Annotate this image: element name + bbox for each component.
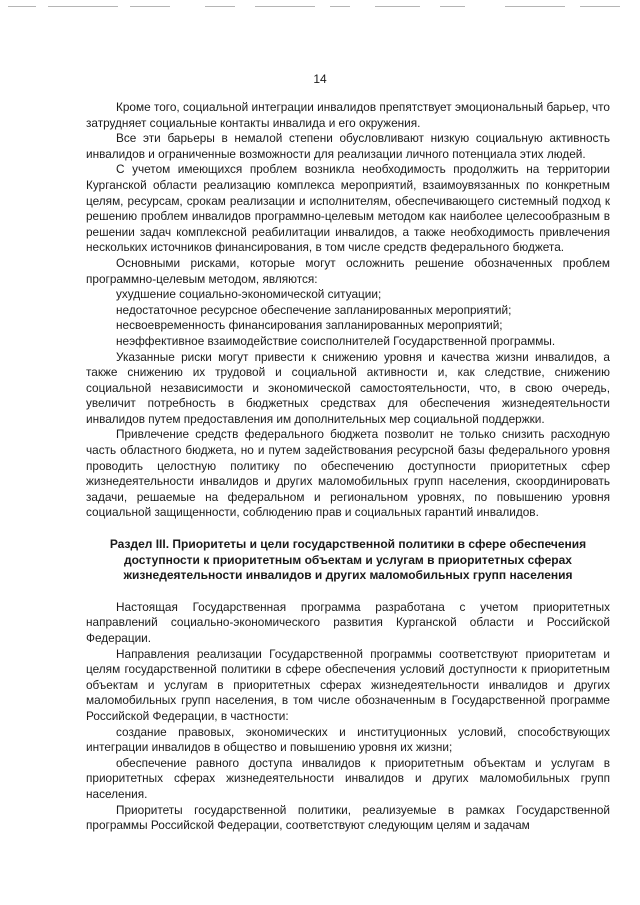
risk-item: несвоевременность финансирования запланированных мероприятий; (116, 318, 503, 333)
paragraph: Привлечение средств федерального бюджета позволит не только снизить расходную часть областного бюджета, но и путем задействования ресурсной базы федерального уровня проводить целостную политику по обеспечению доступности приоритетных сфер жизнедеятельности инвалидов и других маломобильных групп населения, скоординировать задачи, решаемые на федеральном и региональном уровнях, по повышению уровня социальной защищенности, соблюдению прав и социальных гарантий инвалидов. (86, 427, 610, 520)
paragraph: Кроме того, социальной интеграции инвалидов препятствует эмоциональный барьер, что затрудняет социальные контакты инвалида и его окружения. (86, 100, 610, 130)
paragraph: Все эти барьеры в немалой степени обусловливают низкую социальную активность инвалидов и ограниченные возможности для реализации личного потенциала этих людей. (86, 131, 610, 161)
paragraph: Настоящая Государственная программа разработана с учетом приоритетных направлений социально-экономического развития Курганской области и Российской Федерации. (86, 599, 610, 645)
risk-item: ухудшение социально-экономической ситуации; (116, 287, 382, 302)
scan-edge-artifact (0, 6, 640, 10)
paragraph: создание правовых, экономических и институционных условий, способствующих интеграции инвалидов в общество и повышению уровня их жизни; (86, 724, 610, 755)
paragraph: обеспечение равного доступа инвалидов к приоритетным объектам и услугам в приоритетных сферах жизнедеятельности инвалидов и других маломобильных групп населения. (86, 755, 610, 801)
paragraph: Основными рисками, которые могут осложнить решение обозначенных проблем программно-целевым методом, являются: (86, 255, 610, 286)
document-body (86, 100, 610, 834)
risk-item: неэффективное взаимодействие соисполнителей Государственной программы. (116, 333, 556, 348)
paragraph: Приоритеты государственной политики, реализуемые в рамках Государственной программы Российской Федерации, соответствуют следующим целям и задачам (86, 802, 610, 833)
section-heading: Раздел III. Приоритеты и цели государственной политики в сфере обеспечения доступности к приоритетным объектам и услугам в приоритетных сферах жизнедеятельности инвалидов и других маломобильных групп населения (109, 537, 587, 583)
risk-item: недостаточное ресурсное обеспечение запланированных мероприятий; (116, 302, 512, 317)
page-number: 14 (313, 72, 327, 86)
paragraph: Направления реализации Государственной программы соответствуют приоритетам и целям государственной политики в сфере обеспечения условий доступности к приоритетным объектам и услугам в приоритетных сферах жизнедеятельности инвалидов и других маломобильных групп населения, в том числе обозначенным в Государственной программе Российской Федерации, в частности: (86, 646, 610, 723)
paragraph: С учетом имеющихся проблем возникла необходимость продолжить на территории Курганской области реализацию комплекса мероприятий, взаимоувязанных по конкретным целям, ресурсам, срокам реализации и исполнителям, обеспечивающего системный подход к решению проблем инвалидов программно-целевым методом как наиболее целесообразным в решении задач комплексной реабилитации инвалидов, а также необходимость привлечения нескольких источников финансирования, в том числе средств федерального бюджета. (86, 162, 610, 255)
paragraph: Указанные риски могут привести к снижению уровня и качества жизни инвалидов, а также снижению их трудовой и социальной активности и, как следствие, снижению социальной независимости и экономической самостоятельности, что, в свою очередь, увеличит потребность в бюджетных средствах для обеспечения жизнедеятельности инвалидов путем предоставления им дополнительных мер социальной поддержки. (86, 349, 610, 426)
